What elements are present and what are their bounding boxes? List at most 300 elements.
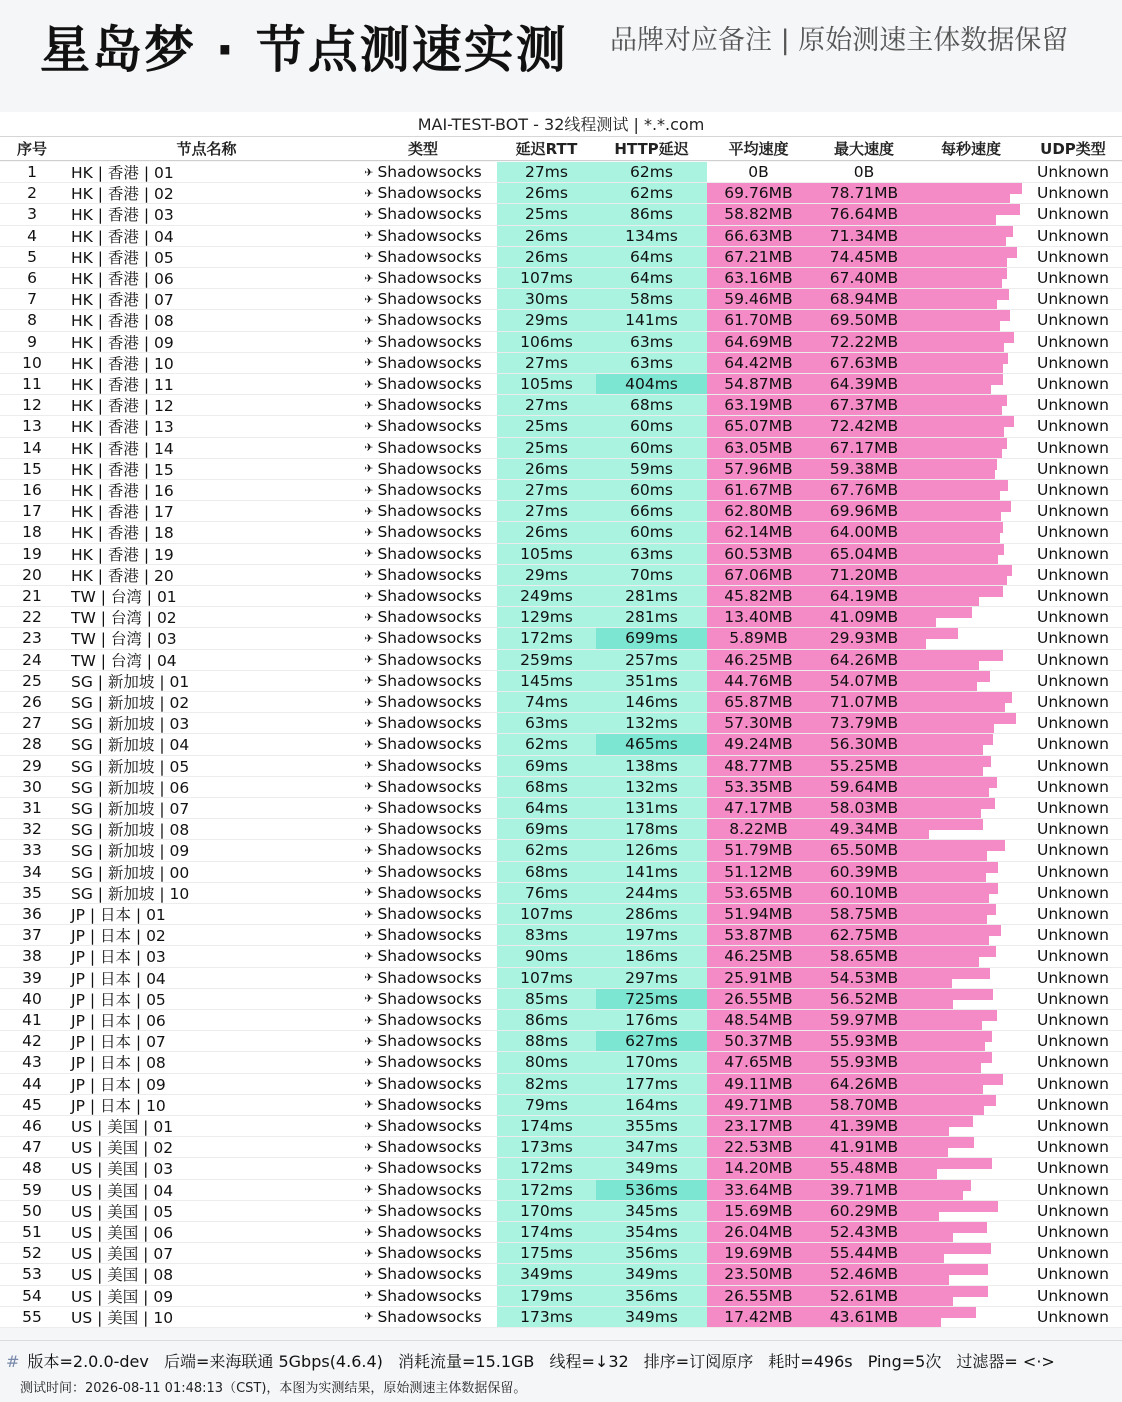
node-type xyxy=(349,862,497,882)
node-type-label: Shadowsocks xyxy=(377,332,482,351)
node-type-label: Shadowsocks xyxy=(377,799,482,818)
sparkline-bar-max xyxy=(918,1019,982,1030)
node-name: HK | 香港 | 04 xyxy=(71,227,174,246)
table-body xyxy=(0,162,1122,1328)
max-speed-value: 43.61MB xyxy=(810,1307,918,1327)
rtt-value: 172ms xyxy=(497,1180,596,1200)
avg-speed-value: 50.37MB xyxy=(707,1031,810,1051)
http-latency-value: 281ms xyxy=(596,586,707,606)
row-index: 54 xyxy=(22,1286,42,1305)
rtt-value: 145ms xyxy=(497,671,596,691)
row-index: 55 xyxy=(22,1307,42,1326)
table-row[interactable] xyxy=(0,1222,1122,1243)
table-row[interactable] xyxy=(0,395,1122,416)
max-speed-value: 60.39MB xyxy=(810,862,918,882)
avg-speed-value: 51.12MB xyxy=(707,862,810,882)
table-row[interactable] xyxy=(0,1137,1122,1158)
node-name: SG | 新加坡 | 08 xyxy=(71,821,190,840)
table-row[interactable] xyxy=(0,671,1122,692)
rtt-value: 173ms xyxy=(497,1137,596,1157)
sparkline-bar-max xyxy=(918,849,987,860)
table-row[interactable] xyxy=(0,310,1122,331)
table-row[interactable] xyxy=(0,862,1122,883)
table-row[interactable] xyxy=(0,1286,1122,1307)
node-type xyxy=(349,1095,497,1115)
rtt-value: 27ms xyxy=(497,162,596,182)
rtt-value: 27ms xyxy=(497,395,596,415)
table-row[interactable] xyxy=(0,734,1122,755)
row-index: 15 xyxy=(22,459,42,478)
rtt-value: 26ms xyxy=(497,247,596,267)
http-latency-value: 465ms xyxy=(596,734,707,754)
udp-type-value: Unknown xyxy=(1037,968,1109,987)
sparkline-bar-max xyxy=(918,786,989,797)
node-name: JP | 日本 | 06 xyxy=(71,1012,166,1031)
sparkline-bar-max xyxy=(918,362,1003,373)
table-row[interactable] xyxy=(0,989,1122,1010)
row-index: 21 xyxy=(22,587,42,606)
node-type xyxy=(349,395,497,415)
table-row[interactable] xyxy=(0,162,1122,183)
hash-icon: # xyxy=(6,1352,20,1371)
per-second-sparkline xyxy=(918,671,1024,691)
udp-type-value: Unknown xyxy=(1037,311,1109,330)
rtt-value: 68ms xyxy=(497,862,596,882)
max-speed-value: 67.76MB xyxy=(810,480,918,500)
http-latency-value: 186ms xyxy=(596,946,707,966)
per-second-sparkline xyxy=(918,438,1024,458)
table-row[interactable] xyxy=(0,713,1122,734)
sparkline-bar-max xyxy=(918,192,1010,203)
sparkline-bar-max xyxy=(918,1104,984,1115)
node-type xyxy=(349,628,497,648)
node-type xyxy=(349,925,497,945)
avg-speed-value: 62.80MB xyxy=(707,501,810,521)
max-speed-value: 59.38MB xyxy=(810,459,918,479)
node-type-label: Shadowsocks xyxy=(377,905,482,924)
table-row[interactable] xyxy=(0,183,1122,204)
per-second-sparkline xyxy=(918,925,1024,945)
table-row[interactable] xyxy=(0,226,1122,247)
http-latency-value: 63ms xyxy=(596,332,707,352)
per-second-sparkline xyxy=(918,968,1024,988)
per-second-sparkline xyxy=(918,226,1024,246)
table-row[interactable] xyxy=(0,1158,1122,1179)
udp-type-value: Unknown xyxy=(1037,799,1109,818)
node-type xyxy=(349,1074,497,1094)
footer-test-time: 测试时间：2026-08-11 01:48:13（CST)，本图为实测结果，原始测速主体数据保留。 xyxy=(20,1381,527,1396)
rtt-value: 88ms xyxy=(497,1031,596,1051)
header-avg-speed: 平均速度 xyxy=(728,140,789,158)
table-row[interactable] xyxy=(0,819,1122,840)
node-name: JP | 日本 | 05 xyxy=(71,990,166,1009)
table-row[interactable] xyxy=(0,756,1122,777)
table-row[interactable] xyxy=(0,1243,1122,1264)
sparkline-bar-max xyxy=(918,447,1002,458)
table-row[interactable] xyxy=(0,1052,1122,1073)
table-row[interactable] xyxy=(0,565,1122,586)
table-row[interactable] xyxy=(0,946,1122,967)
row-index: 39 xyxy=(22,968,42,987)
plane-icon: ✈ xyxy=(364,398,374,412)
avg-speed-value: 57.96MB xyxy=(707,459,810,479)
http-latency-value: 176ms xyxy=(596,1010,707,1030)
table-row[interactable] xyxy=(0,1264,1122,1285)
max-speed-value: 52.46MB xyxy=(810,1264,918,1284)
rtt-value: 68ms xyxy=(497,777,596,797)
table-row[interactable] xyxy=(0,480,1122,501)
max-speed-value: 68.94MB xyxy=(810,289,918,309)
rtt-value: 27ms xyxy=(497,353,596,373)
avg-speed-value: 47.17MB xyxy=(707,798,810,818)
table-row[interactable] xyxy=(0,968,1122,989)
node-type-label: Shadowsocks xyxy=(377,481,482,500)
rtt-value: 63ms xyxy=(497,713,596,733)
max-speed-value: 41.91MB xyxy=(810,1137,918,1157)
node-type xyxy=(349,1010,497,1030)
table-row[interactable] xyxy=(0,1307,1122,1328)
node-name: HK | 香港 | 14 xyxy=(71,439,174,458)
http-latency-value: 347ms xyxy=(596,1137,707,1157)
http-latency-value: 141ms xyxy=(596,862,707,882)
node-type xyxy=(349,247,497,267)
per-second-sparkline xyxy=(918,692,1024,712)
table-row[interactable] xyxy=(0,777,1122,798)
max-speed-value: 64.00MB xyxy=(810,522,918,542)
udp-type-value: Unknown xyxy=(1037,883,1109,902)
node-type xyxy=(349,883,497,903)
udp-type-value: Unknown xyxy=(1037,820,1109,839)
node-name: TW | 台湾 | 03 xyxy=(71,630,177,649)
node-type xyxy=(349,183,497,203)
rtt-value: 170ms xyxy=(497,1201,596,1221)
plane-icon: ✈ xyxy=(364,335,374,349)
http-latency-value: 131ms xyxy=(596,798,707,818)
row-index: 31 xyxy=(22,799,42,818)
http-latency-value: 177ms xyxy=(596,1074,707,1094)
node-name: HK | 香港 | 12 xyxy=(71,397,174,416)
node-type xyxy=(349,522,497,542)
avg-speed-value: 49.24MB xyxy=(707,734,810,754)
node-type-label: Shadowsocks xyxy=(377,629,482,648)
node-type xyxy=(349,416,497,436)
header-node-name: 节点名称 xyxy=(176,140,237,158)
max-speed-value: 0B xyxy=(810,162,918,182)
sparkline-bar-max xyxy=(918,298,997,309)
row-index: 59 xyxy=(22,1180,42,1199)
max-speed-value: 64.26MB xyxy=(810,650,918,670)
udp-type-value: Unknown xyxy=(1037,1201,1109,1220)
table-row[interactable] xyxy=(0,607,1122,628)
table-row[interactable] xyxy=(0,883,1122,904)
http-latency-value: 63ms xyxy=(596,544,707,564)
node-type-label: Shadowsocks xyxy=(377,459,482,478)
row-index: 4 xyxy=(27,226,37,245)
plane-icon: ✈ xyxy=(364,271,374,285)
table-row[interactable] xyxy=(0,1116,1122,1137)
plane-icon: ✈ xyxy=(364,1013,374,1027)
node-name: HK | 香港 | 03 xyxy=(71,206,174,225)
node-type-label: Shadowsocks xyxy=(377,205,482,224)
http-latency-value: 146ms xyxy=(596,692,707,712)
table-row[interactable] xyxy=(0,332,1122,353)
plane-icon: ✈ xyxy=(364,907,374,921)
table-row[interactable] xyxy=(0,544,1122,565)
per-second-sparkline xyxy=(918,1010,1024,1030)
per-second-sparkline xyxy=(918,162,1024,182)
table-row[interactable] xyxy=(0,650,1122,671)
avg-speed-value: 25.91MB xyxy=(707,968,810,988)
node-name: HK | 香港 | 10 xyxy=(71,354,174,373)
node-name: SG | 新加坡 | 00 xyxy=(71,863,190,882)
http-latency-value: 59ms xyxy=(596,459,707,479)
node-name: JP | 日本 | 09 xyxy=(71,1075,166,1094)
per-second-sparkline xyxy=(918,480,1024,500)
header-http: HTTP延迟 xyxy=(614,140,689,158)
plane-icon: ✈ xyxy=(364,653,374,667)
table-row[interactable] xyxy=(0,1201,1122,1222)
http-latency-value: 64ms xyxy=(596,247,707,267)
node-name: JP | 日本 | 07 xyxy=(71,1033,166,1052)
table-row[interactable] xyxy=(0,289,1122,310)
udp-type-value: Unknown xyxy=(1037,693,1109,712)
table-row[interactable] xyxy=(0,268,1122,289)
node-type xyxy=(349,289,497,309)
rtt-value: 82ms xyxy=(497,1074,596,1094)
http-latency-value: 627ms xyxy=(596,1031,707,1051)
plane-icon: ✈ xyxy=(364,737,374,751)
node-name: HK | 香港 | 02 xyxy=(71,185,174,204)
row-index: 26 xyxy=(22,693,42,712)
plane-icon: ✈ xyxy=(364,631,374,645)
max-speed-value: 62.75MB xyxy=(810,925,918,945)
max-speed-value: 41.39MB xyxy=(810,1116,918,1136)
node-type-label: Shadowsocks xyxy=(377,714,482,733)
udp-type-value: Unknown xyxy=(1037,989,1109,1008)
avg-speed-value: 19.69MB xyxy=(707,1243,810,1263)
plane-icon: ✈ xyxy=(364,759,374,773)
sparkline-bar-max xyxy=(918,1210,939,1221)
udp-type-value: Unknown xyxy=(1037,332,1109,351)
plane-icon: ✈ xyxy=(364,1077,374,1091)
table-row[interactable] xyxy=(0,1095,1122,1116)
row-index: 36 xyxy=(22,905,42,924)
footer-filter: 过滤器= <·> xyxy=(956,1352,1055,1371)
rtt-value: 25ms xyxy=(497,438,596,458)
table-row[interactable] xyxy=(0,353,1122,374)
http-latency-value: 141ms xyxy=(596,310,707,330)
avg-speed-value: 15.69MB xyxy=(707,1201,810,1221)
node-type-label: Shadowsocks xyxy=(377,1117,482,1136)
node-name: SG | 新加坡 | 09 xyxy=(71,842,190,861)
max-speed-value: 78.71MB xyxy=(810,183,918,203)
per-second-sparkline xyxy=(918,459,1024,479)
http-latency-value: 349ms xyxy=(596,1264,707,1284)
plane-icon: ✈ xyxy=(364,589,374,603)
plane-icon: ✈ xyxy=(364,165,374,179)
plane-icon: ✈ xyxy=(364,695,374,709)
node-type xyxy=(349,819,497,839)
table-row[interactable] xyxy=(0,204,1122,225)
sparkline-bar-max xyxy=(918,743,983,754)
plane-icon: ✈ xyxy=(364,1225,374,1239)
max-speed-value: 64.39MB xyxy=(810,374,918,394)
node-name: HK | 香港 | 09 xyxy=(71,333,174,352)
http-latency-value: 164ms xyxy=(596,1095,707,1115)
node-type-label: Shadowsocks xyxy=(377,502,482,521)
sparkline-bar-max xyxy=(918,319,1000,330)
per-second-sparkline xyxy=(918,1052,1024,1072)
plane-icon: ✈ xyxy=(364,419,374,433)
row-index: 30 xyxy=(22,777,42,796)
row-index: 27 xyxy=(22,714,42,733)
max-speed-value: 59.64MB xyxy=(810,777,918,797)
table-row[interactable] xyxy=(0,692,1122,713)
max-speed-value: 56.52MB xyxy=(810,989,918,1009)
table-row[interactable] xyxy=(0,459,1122,480)
per-second-sparkline xyxy=(918,310,1024,330)
http-latency-value: 170ms xyxy=(596,1052,707,1072)
plane-icon: ✈ xyxy=(364,865,374,879)
footer-traffic: 消耗流量=15.1GB xyxy=(397,1352,535,1371)
rtt-value: 62ms xyxy=(497,734,596,754)
per-second-sparkline xyxy=(918,247,1024,267)
udp-type-value: Unknown xyxy=(1037,1011,1109,1030)
per-second-sparkline xyxy=(918,734,1024,754)
table-row[interactable] xyxy=(0,586,1122,607)
table-row[interactable] xyxy=(0,1010,1122,1031)
udp-type-value: Unknown xyxy=(1037,163,1109,182)
udp-type-value: Unknown xyxy=(1037,926,1109,945)
node-type-label: Shadowsocks xyxy=(377,587,482,606)
udp-type-value: Unknown xyxy=(1037,1244,1109,1263)
avg-speed-value: 63.05MB xyxy=(707,438,810,458)
plane-icon: ✈ xyxy=(364,186,374,200)
avg-speed-value: 5.89MB xyxy=(707,628,810,648)
rtt-value: 30ms xyxy=(497,289,596,309)
node-type xyxy=(349,777,497,797)
udp-type-value: Unknown xyxy=(1037,1053,1109,1072)
udp-type-value: Unknown xyxy=(1037,502,1109,521)
node-name: HK | 香港 | 07 xyxy=(71,291,174,310)
rtt-value: 69ms xyxy=(497,819,596,839)
plane-icon: ✈ xyxy=(364,1246,374,1260)
table-row[interactable] xyxy=(0,1180,1122,1201)
avg-speed-value: 22.53MB xyxy=(707,1137,810,1157)
http-latency-value: 134ms xyxy=(596,226,707,246)
per-second-sparkline xyxy=(918,395,1024,415)
max-speed-value: 29.93MB xyxy=(810,628,918,648)
max-speed-value: 58.03MB xyxy=(810,798,918,818)
avg-speed-value: 45.82MB xyxy=(707,586,810,606)
table-row[interactable] xyxy=(0,247,1122,268)
rtt-value: 29ms xyxy=(497,565,596,585)
per-second-sparkline xyxy=(918,586,1024,606)
table-row[interactable] xyxy=(0,925,1122,946)
sparkline-bar-max xyxy=(918,1146,948,1157)
table-row[interactable] xyxy=(0,438,1122,459)
avg-speed-value: 26.55MB xyxy=(707,1286,810,1306)
table-row[interactable] xyxy=(0,522,1122,543)
rtt-value: 107ms xyxy=(497,968,596,988)
node-type xyxy=(349,459,497,479)
node-type xyxy=(349,1180,497,1200)
node-name: JP | 日本 | 08 xyxy=(71,1054,166,1073)
udp-type-value: Unknown xyxy=(1037,417,1109,436)
per-second-sparkline xyxy=(918,819,1024,839)
table-row[interactable] xyxy=(0,374,1122,395)
node-type xyxy=(349,840,497,860)
http-latency-value: 354ms xyxy=(596,1222,707,1242)
node-type-label: Shadowsocks xyxy=(377,671,482,690)
plane-icon: ✈ xyxy=(364,377,374,391)
avg-speed-value: 49.71MB xyxy=(707,1095,810,1115)
node-type-label: Shadowsocks xyxy=(377,1053,482,1072)
http-latency-value: 356ms xyxy=(596,1243,707,1263)
table-row[interactable] xyxy=(0,416,1122,437)
row-index: 41 xyxy=(22,1011,42,1030)
avg-speed-value: 47.65MB xyxy=(707,1052,810,1072)
sparkline-bar-max xyxy=(918,955,979,966)
max-speed-value: 67.37MB xyxy=(810,395,918,415)
node-type-label: Shadowsocks xyxy=(377,1138,482,1157)
udp-type-value: Unknown xyxy=(1037,544,1109,563)
node-type xyxy=(349,798,497,818)
node-name: TW | 台湾 | 01 xyxy=(71,588,177,607)
table-row[interactable] xyxy=(0,1074,1122,1095)
node-type xyxy=(349,989,497,1009)
table-row[interactable] xyxy=(0,798,1122,819)
udp-type-value: Unknown xyxy=(1037,862,1109,881)
table-row[interactable] xyxy=(0,840,1122,861)
header-udp: UDP类型 xyxy=(1040,140,1106,158)
rtt-value: 83ms xyxy=(497,925,596,945)
http-latency-value: 356ms xyxy=(596,1286,707,1306)
plane-icon: ✈ xyxy=(364,504,374,518)
sparkline-bar-max xyxy=(918,680,977,691)
sparkline-bar-max xyxy=(918,383,991,394)
node-name: HK | 香港 | 08 xyxy=(71,312,174,331)
row-index: 29 xyxy=(22,756,42,775)
plane-icon: ✈ xyxy=(364,250,374,264)
node-type xyxy=(349,586,497,606)
rtt-value: 80ms xyxy=(497,1052,596,1072)
node-name: SG | 新加坡 | 06 xyxy=(71,778,190,797)
plane-icon: ✈ xyxy=(364,313,374,327)
sparkline-bar-max xyxy=(918,1316,941,1327)
http-latency-value: 404ms xyxy=(596,374,707,394)
table-row[interactable] xyxy=(0,1031,1122,1052)
plane-icon: ✈ xyxy=(364,971,374,985)
table-row[interactable] xyxy=(0,501,1122,522)
rtt-value: 175ms xyxy=(497,1243,596,1263)
row-index: 35 xyxy=(22,883,42,902)
table-row[interactable] xyxy=(0,628,1122,649)
avg-speed-value: 64.42MB xyxy=(707,353,810,373)
per-second-sparkline xyxy=(918,628,1024,648)
table-row[interactable] xyxy=(0,904,1122,925)
node-type xyxy=(349,544,497,564)
avg-speed-value: 26.55MB xyxy=(707,989,810,1009)
node-type-label: Shadowsocks xyxy=(377,417,482,436)
sparkline-bar-max xyxy=(918,341,1004,352)
row-index: 28 xyxy=(22,735,42,754)
http-latency-value: 349ms xyxy=(596,1158,707,1178)
sparkline-bar-max xyxy=(918,998,953,1009)
udp-type-value: Unknown xyxy=(1037,459,1109,478)
row-index: 33 xyxy=(22,841,42,860)
row-index: 20 xyxy=(22,565,42,584)
